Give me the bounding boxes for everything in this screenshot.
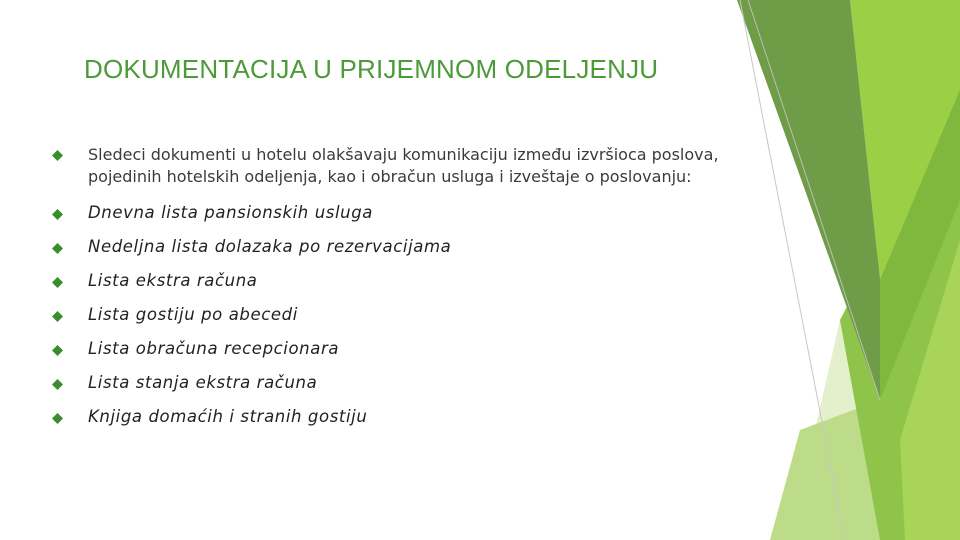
list-item <box>50 144 730 188</box>
list-item <box>50 304 730 326</box>
diamond-bullet-icon <box>52 311 63 322</box>
list-item-text: Lista obračuna recepcionara <box>88 339 340 358</box>
diamond-bullet-icon <box>52 345 63 356</box>
list-item <box>50 338 730 360</box>
diamond-bullet-icon <box>52 413 63 424</box>
diamond-bullet-icon <box>52 150 63 161</box>
list-item <box>50 236 730 258</box>
list-item-text: Lista ekstra računa <box>88 271 258 290</box>
diamond-bullet-icon <box>52 243 63 254</box>
list-item <box>50 270 730 292</box>
diamond-bullet-icon <box>52 277 63 288</box>
intro-text: Sledeci dokumenti u hotelu olakšavaju komunikaciju između izvršioca poslova, pojedinih hotelskih odeljenja, kao i obračun usluga i izveštaje o poslovanju: <box>88 145 719 186</box>
list-item <box>50 406 730 428</box>
list-item <box>50 372 730 394</box>
diamond-bullet-icon <box>52 379 63 390</box>
diamond-bullet-icon <box>52 209 63 220</box>
list-item-text: Knjiga domaćih i stranih gostiju <box>88 407 368 426</box>
list-item-text: Lista gostiju po abecedi <box>88 305 298 324</box>
list-item-text: Dnevna lista pansionskih usluga <box>88 203 373 222</box>
list-item-text: Lista stanja ekstra računa <box>88 373 318 392</box>
list-item-text: Nedeljna lista dolazaka po rezervacijama <box>88 237 452 256</box>
bullet-list <box>50 144 730 440</box>
list-item <box>50 202 730 224</box>
slide-title: DOKUMENTACIJA U PRIJEMNOM ODELJENJU <box>84 54 659 84</box>
